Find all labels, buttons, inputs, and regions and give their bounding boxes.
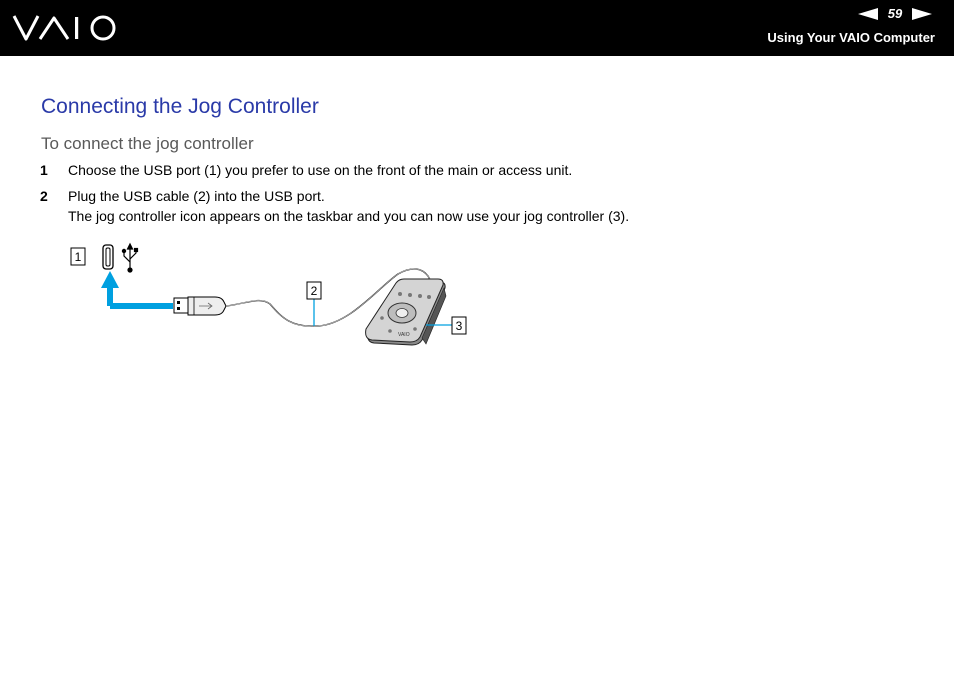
next-page-arrow-icon[interactable]	[912, 8, 932, 20]
usb-port-icon	[103, 245, 113, 269]
prev-page-arrow-icon[interactable]	[858, 8, 878, 20]
usb-symbol-icon	[122, 244, 137, 272]
page-navigation	[858, 6, 932, 21]
procedure-subtitle: To connect the jog controller	[41, 134, 254, 153]
step-2	[40, 186, 629, 226]
insert-arrow-icon	[101, 271, 173, 306]
callout-label: 1	[74, 250, 82, 264]
page-header	[0, 0, 954, 56]
step-1	[40, 160, 572, 180]
step-text: The jog controller icon appears on the taskbar and you can now use your jog controller (3).	[68, 208, 630, 224]
section-title: Using Your VAIO Computer	[767, 30, 935, 45]
step-number: 1	[40, 162, 48, 178]
vaio-logo-icon	[12, 13, 122, 43]
page-number: 59	[887, 6, 903, 21]
page-title: Connecting the Jog Controller	[41, 95, 319, 118]
step-text: Choose the USB port (1) you prefer to use on the front of the main or access unit.	[68, 162, 573, 178]
usb-plug-icon	[174, 297, 226, 315]
connection-illustration	[60, 240, 480, 355]
step-number: 2	[40, 188, 48, 204]
jog-controller-device	[366, 279, 446, 345]
callout-label: 2	[310, 284, 318, 298]
callout-2	[307, 282, 321, 326]
callout-1	[71, 248, 85, 265]
step-text: Plug the USB cable (2) into the USB port.	[68, 188, 325, 204]
callout-label: 3	[455, 319, 463, 333]
device-logo: VAIO	[398, 332, 410, 338]
